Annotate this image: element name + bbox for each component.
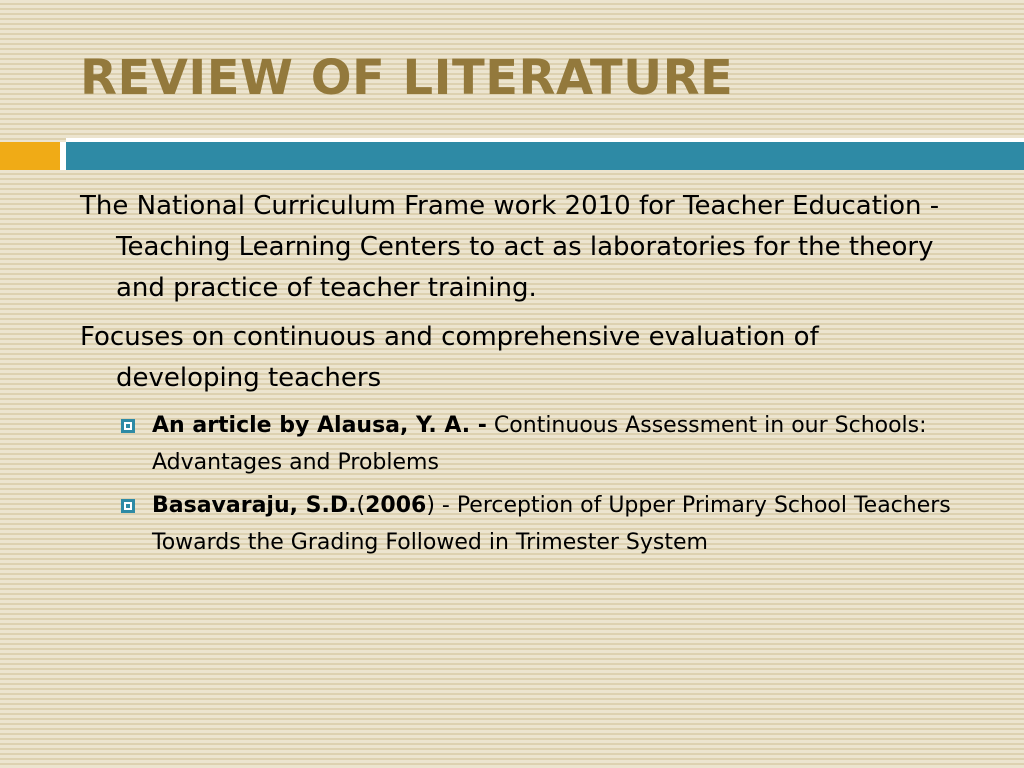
square-bullet-icon xyxy=(121,499,135,513)
reference-author: Basavaraju, S.D. xyxy=(152,493,357,518)
list-item xyxy=(118,487,960,561)
accent-bar-teal xyxy=(66,142,1024,170)
list-item xyxy=(118,407,960,481)
paragraph-cce-focus: Focuses on continuous and comprehensive evaluation of developing teachers xyxy=(80,322,819,393)
square-bullet-icon xyxy=(121,419,135,433)
reference-year: 2006 xyxy=(365,493,427,518)
reference-title: Continuous Assessment in our Schools: Advantages and Problems xyxy=(152,413,927,475)
reference-list xyxy=(118,407,960,561)
reference-title: ) - Perception of Upper Primary School Teachers Towards the Grading Followed in Trimester System xyxy=(152,493,951,555)
slide-title: REVIEW OF LITERATURE xyxy=(80,50,734,106)
accent-bar-orange xyxy=(0,142,60,170)
slide-body xyxy=(80,186,960,567)
reference-author: An article by Alausa, Y. A. - xyxy=(152,413,487,438)
reference-paren-open: ( xyxy=(356,493,366,518)
paragraph-curriculum-framework: The National Curriculum Frame work 2010 for Teacher Education - Teaching Learning Centers to act as laboratories for the theory and practice of teacher training. xyxy=(80,191,940,303)
